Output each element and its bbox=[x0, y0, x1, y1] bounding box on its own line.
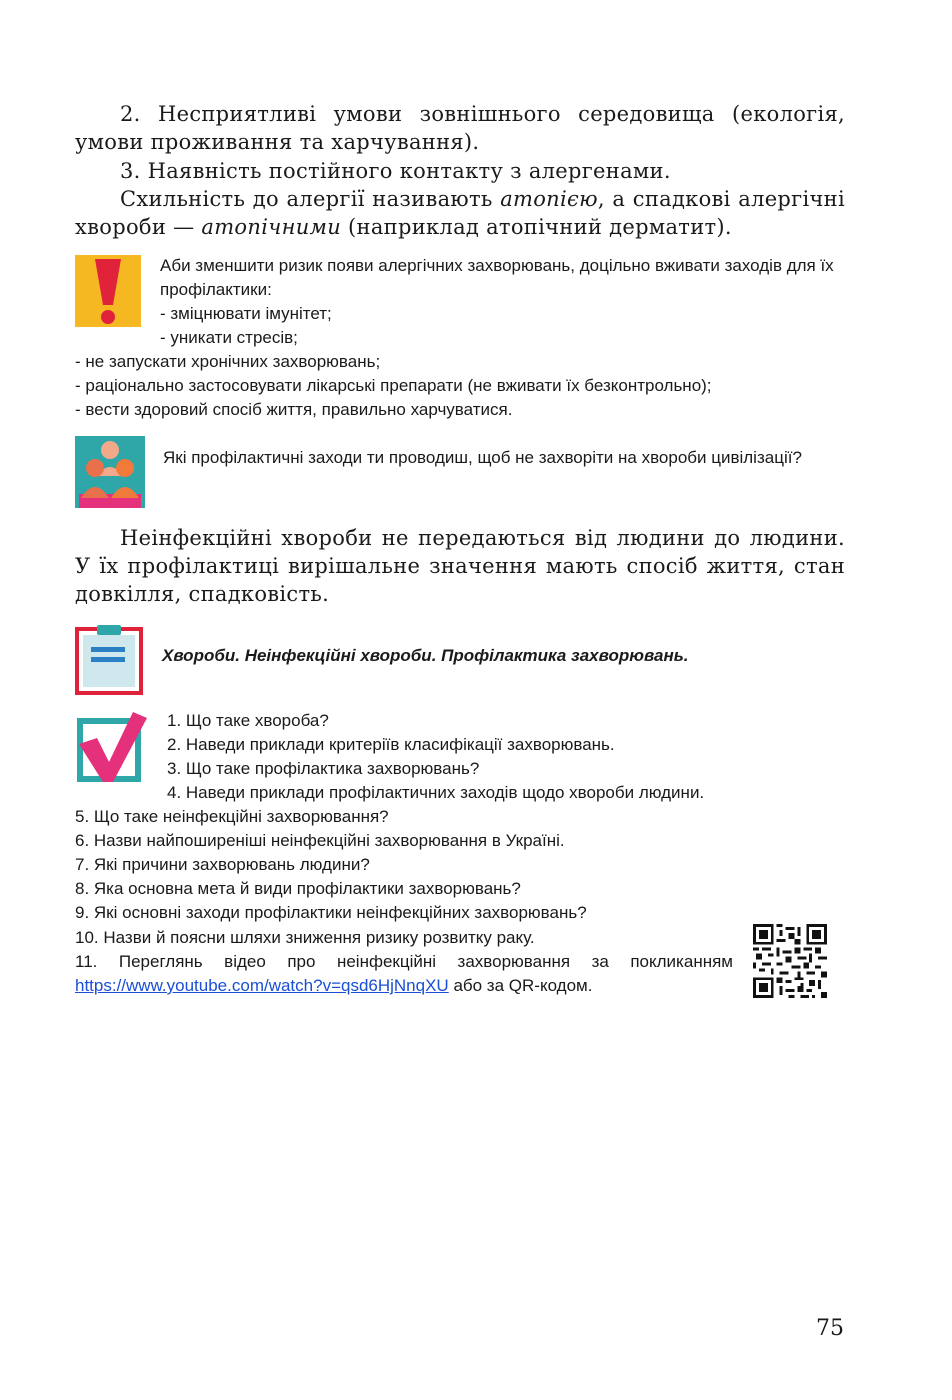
question-item: 5. Що таке неінфекційні захворювання? bbox=[75, 807, 389, 826]
page-number: 75 bbox=[816, 1316, 844, 1341]
keywords-text: Хвороби. Неінфекційні хвороби. Профілактика захворювань. bbox=[162, 646, 689, 665]
paragraph-factor-2: 2. Несприятливі умови зовнішнього середовища (екологія, умови проживання та харчування). bbox=[75, 102, 845, 154]
question-item: 2. Наведи приклади критеріїв класифікації захворювань. bbox=[167, 735, 615, 754]
people-group-icon bbox=[75, 436, 145, 508]
question-item: 8. Яка основна мета й види профілактики захворювань? bbox=[75, 879, 521, 898]
question-item: 9. Які основні заходи профілактики неінфекційних захворювань? bbox=[75, 903, 587, 922]
question-11-link-line bbox=[75, 974, 592, 998]
prevention-item: - не запускати хронічних захворювань; bbox=[75, 352, 381, 371]
discussion-question: Які профілактичні заходи ти проводиш, щоб не захворіти на хвороби цивілізації? bbox=[163, 448, 802, 467]
exclamation-icon bbox=[75, 255, 141, 327]
paragraph-factor-3: 3. Наявність постійного контакту з алергенами. bbox=[120, 159, 671, 183]
prevention-item: - вести здоровий спосіб життя, правильно харчуватися. bbox=[75, 400, 513, 419]
prevention-item: - уникати стресів; bbox=[160, 328, 298, 347]
checkmark-icon bbox=[75, 710, 147, 782]
prevention-item: - зміцнювати імунітет; bbox=[160, 304, 332, 323]
question-item-11: 11. Переглянь відео про неінфекційні захворювання за покликанням bbox=[75, 952, 733, 971]
question-item: 3. Що таке профілактика захворювань? bbox=[167, 759, 480, 778]
qr-code-icon[interactable] bbox=[753, 924, 827, 998]
question-11-suffix: або за QR-кодом. bbox=[448, 976, 593, 995]
question-item: 1. Що таке хвороба? bbox=[167, 711, 329, 730]
question-item: 10. Назви й поясни шляхи зниження ризику розвитку раку. bbox=[75, 928, 535, 947]
question-item: 6. Назви найпоширеніші неінфекційні захворювання в Україні. bbox=[75, 831, 565, 850]
clipboard-icon bbox=[75, 625, 143, 695]
paragraph-noninfectious: Неінфекційні хвороби не передаються від людини до людини. У їх профілактиці вирішальне значення мають спосіб життя, стан довкілля, спадковість. bbox=[75, 526, 845, 606]
question-item: 7. Які причини захворювань людини? bbox=[75, 855, 370, 874]
prevention-intro: Аби зменшити ризик появи алергічних захворювань, доцільно вживати заходів для їх профілактики: bbox=[160, 256, 834, 299]
question-item: 4. Наведи приклади профілактичних заходів щодо хвороби людини. bbox=[167, 783, 705, 802]
paragraph-atopy: Схильність до алергії називають атопією, а спадкові алергічні хвороби — атопічними (наприклад атопічний дерматит). bbox=[75, 187, 845, 239]
prevention-item: - раціонально застосовувати лікарські препарати (не вживати їх безконтрольно); bbox=[75, 376, 712, 395]
youtube-link[interactable]: https://www.youtube.com/watch?v=qsd6HjNnqXU bbox=[75, 976, 449, 995]
